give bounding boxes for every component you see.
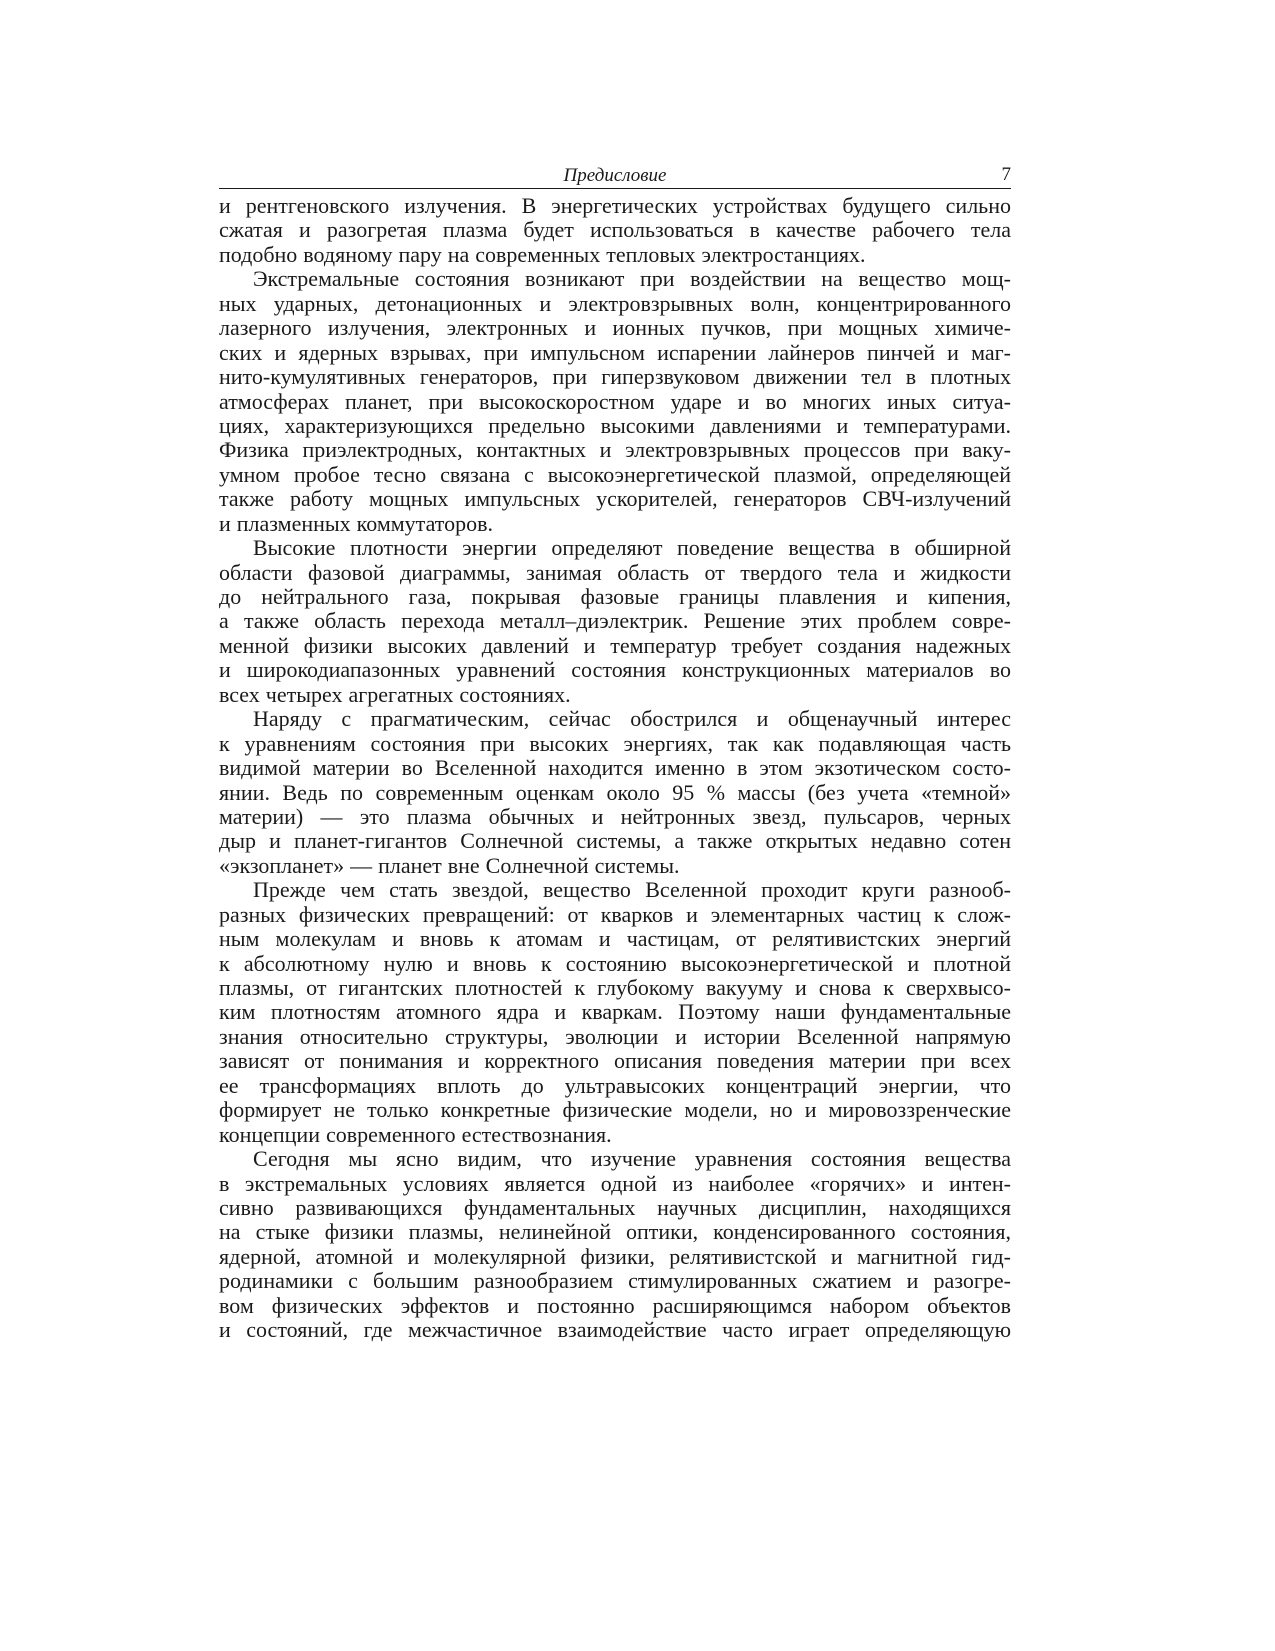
text-line: Экстремальные состояния возникают при воздействии на вещество мощ- [253, 266, 1011, 292]
paragraph [219, 707, 1011, 878]
page-number: 7 [1001, 164, 1011, 185]
text-line: нито-кумулятивных генераторов, при гиперзвуковом движении тел в плотных [219, 364, 1011, 390]
text-line: лазерного излучения, электронных и ионных пучков, при мощных химиче- [219, 315, 1011, 341]
paragraph [219, 267, 1011, 536]
text-line: видимой материи во Вселенной находится именно в этом экзотическом состо- [219, 755, 1011, 781]
paragraph [219, 194, 1011, 267]
text-line: материи) — это плазма обычных и нейтронных звезд, пульсаров, черных [219, 803, 1011, 829]
text-line: и состояний, где межчастичное взаимодействие часто играет определяющую [219, 1317, 1011, 1343]
text-line: Наряду с прагматическим, сейчас обострился и общенаучный интерес [253, 706, 1011, 732]
paragraph [219, 1147, 1011, 1343]
text-line: сжатая и разогретая плазма будет использоваться в качестве рабочего тела [219, 217, 1011, 243]
text-line: знания относительно структуры, эволюции и истории Вселенной напрямую [219, 1023, 1011, 1049]
text-line: «экзопланет» — планет вне Солнечной системы. [219, 852, 680, 878]
text-line: к уравнениям состояния при высоких энергиях, так как подавляющая часть [219, 730, 1011, 756]
book-page [219, 166, 1011, 1343]
text-line: родинамики с большим разнообразием стимулированных сжатием и разогре- [219, 1268, 1011, 1294]
text-line: Прежде чем стать звездой, вещество Вселенной проходит круги разнооб- [253, 877, 1011, 903]
text-line: сивно развивающихся фундаментальных научных дисциплин, находящихся [219, 1194, 1011, 1220]
text-line: до нейтрального газа, покрывая фазовые границы плавления и кипения, [219, 584, 1011, 609]
text-line: ным молекулам и вновь к атомам и частицам, от релятивистских энергий [219, 926, 1011, 952]
text-line: Сегодня мы ясно видим, что изучение уравнения состояния вещества [253, 1146, 1011, 1172]
text-line: дыр и планет-гигантов Солнечной системы, а также открытых недавно сотен [219, 828, 1011, 854]
text-line: менной физики высоких давлений и температур требует создания надежных [219, 632, 1011, 658]
text-line: зависят от понимания и корректного описания поведения материи при всех [219, 1048, 1011, 1074]
running-title: Предисловие [563, 165, 667, 186]
text-line: ских и ядерных взрывах, при импульсном испарении лайнеров пинчей и маг- [219, 339, 1011, 365]
text-line: Физика приэлектродных, контактных и электровзрывных процессов при ваку- [219, 437, 1011, 463]
running-header [219, 166, 1011, 189]
text-line: янии. Ведь по современным оценкам около 95 % массы (без учета «темной» [219, 779, 1011, 805]
paragraph [219, 878, 1011, 1147]
text-line: ее трансформациях вплоть до ультравысоких концентраций энергии, что [219, 1072, 1011, 1098]
text-line: Высокие плотности энергии определяют поведение вещества в обширной [253, 535, 1011, 561]
text-line: умном пробое тесно связана с высокоэнергетической плазмой, определяющей [219, 461, 1011, 487]
text-line: плазмы, от гигантских плотностей к глубокому вакууму и снова к сверхвысо- [219, 975, 1011, 1000]
text-line: разных физических превращений: от кварков и элементарных частиц к слож- [219, 901, 1011, 927]
text-line: ных ударных, детонационных и электровзрывных волн, концентрированного [219, 290, 1011, 316]
body-text [219, 194, 1011, 1343]
text-line: вом физических эффектов и постоянно расширяющимся набором объектов [219, 1292, 1011, 1318]
text-line: и рентгеновского излучения. В энергетических устройствах будущего сильно [219, 193, 1011, 218]
text-line: атмосферах планет, при высокоскоростном ударе и во многих иных ситуа- [219, 388, 1011, 414]
text-line: формирует не только конкретные физические модели, но и мировоззренческие [219, 1097, 1011, 1123]
text-line: ким плотностям атомного ядра и кваркам. Поэтому наши фундаментальные [219, 999, 1011, 1025]
text-line: и плазменных коммутаторов. [219, 510, 493, 536]
text-line: области фазовой диаграммы, занимая область от твердого тела и жидкости [219, 559, 1011, 585]
text-line: на стыке физики плазмы, нелинейной оптики, конденсированного состояния, [219, 1219, 1011, 1245]
text-line: ядерной, атомной и молекулярной физики, релятивистской и магнитной гид- [219, 1243, 1011, 1269]
text-line: и широкодиапазонных уравнений состояния конструкционных материалов во [219, 657, 1011, 683]
text-line: циях, характеризующихся предельно высокими давлениями и температурами. [219, 412, 1011, 438]
text-line: подобно водяному пару на современных тепловых электростанциях. [219, 241, 866, 267]
text-line: в экстремальных условиях является одной из наиболее «горячих» и интен- [219, 1170, 1011, 1196]
text-line: к абсолютному нулю и вновь к состоянию высокоэнергетической и плотной [219, 950, 1011, 976]
text-line: концепции современного естествознания. [219, 1121, 612, 1147]
paragraph [219, 536, 1011, 707]
text-line: а также область перехода металл–диэлектрик. Решение этих проблем совре- [219, 608, 1011, 634]
text-line: всех четырех агрегатных состояниях. [219, 681, 571, 707]
text-line: также работу мощных импульсных ускорителей, генераторов СВЧ-излучений [219, 486, 1011, 512]
